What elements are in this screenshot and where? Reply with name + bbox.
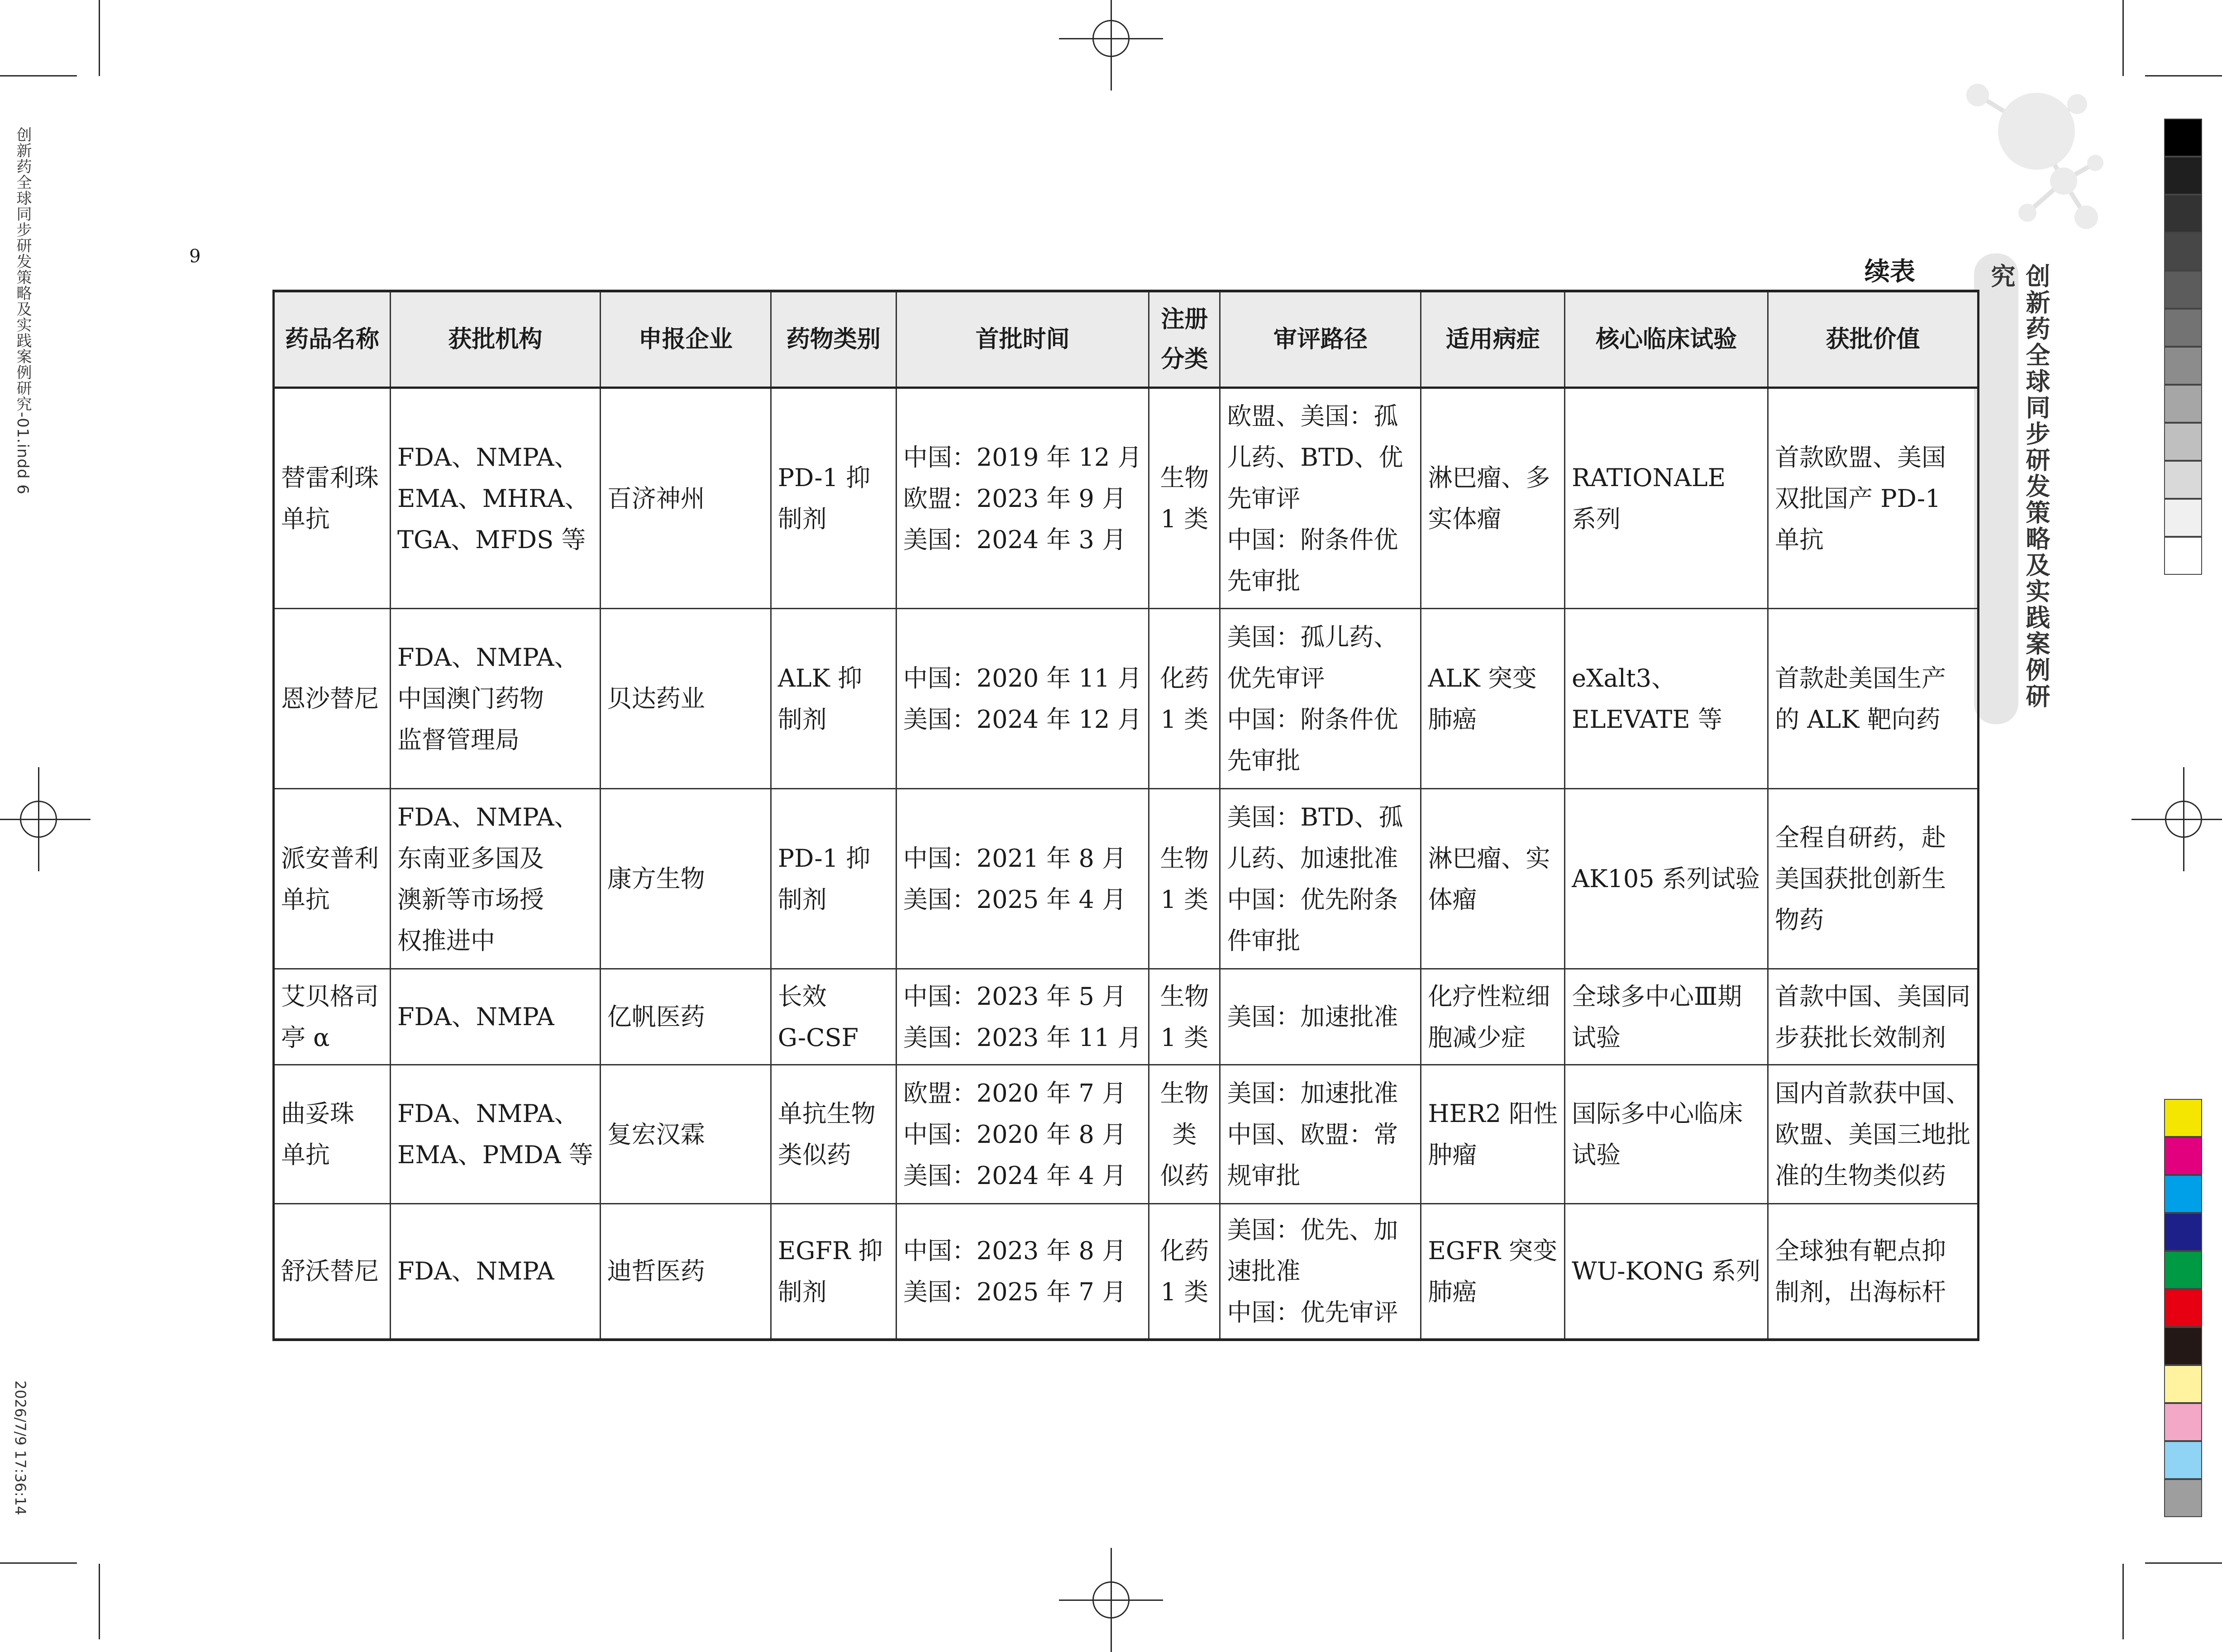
cell-category <box>771 969 896 1065</box>
registration-mark-top <box>1086 14 1136 63</box>
cell-line: 康方生物 <box>607 864 705 893</box>
cell-line: HER2 阳性 <box>1428 1099 1558 1128</box>
crop-mark-tr-h <box>2145 75 2222 76</box>
drug-approval-table <box>272 290 1979 1341</box>
cell-trial <box>1565 388 1768 609</box>
cell-indication <box>1421 789 1565 969</box>
cell-line: 物药 <box>1775 906 1824 934</box>
cell-line: 曲妥珠 <box>281 1099 354 1128</box>
cell-line: FDA、NMPA <box>397 1003 554 1031</box>
gray-swatch-8 <box>2164 423 2202 461</box>
cell-pathway <box>1220 1204 1421 1340</box>
cell-line: 亿帆医药 <box>607 1003 705 1031</box>
header-pathway: 审评路径 <box>1220 291 1421 388</box>
cell-line: 单抗 <box>281 1141 330 1169</box>
table-row <box>274 1204 1979 1340</box>
cell-pathway <box>1220 609 1421 789</box>
cell-value <box>1768 1065 1979 1204</box>
cell-line: 中国：2021 年 8 月 <box>903 844 1127 873</box>
cell-line: 件审批 <box>1227 926 1301 955</box>
cell-category <box>771 1065 896 1204</box>
color-swatch-black <box>2164 1327 2202 1365</box>
cell-indication <box>1421 1065 1565 1204</box>
cell-trial <box>1565 1065 1768 1204</box>
cell-line: 美国：2024 年 4 月 <box>903 1161 1127 1190</box>
cell-line: 生物 <box>1160 982 1209 1011</box>
cell-line: 中国：2023 年 8 月 <box>903 1236 1127 1265</box>
crop-mark-tr-v <box>2122 0 2124 76</box>
cell-agencies <box>391 388 601 609</box>
cell-trial <box>1565 789 1768 969</box>
cell-line: 试验 <box>1572 1023 1621 1052</box>
cell-category <box>771 789 896 969</box>
cell-line: 全球多中心Ⅲ期 <box>1572 982 1742 1011</box>
crop-mark-bl-v <box>99 1564 100 1639</box>
cell-line: ALK 抑 <box>777 664 863 692</box>
cell-line: WU-KONG 系列 <box>1572 1257 1761 1286</box>
gray-swatch-6 <box>2164 347 2202 385</box>
cell-line: 美国获批创新生 <box>1775 864 1946 893</box>
cell-line: 单抗 <box>281 505 330 533</box>
cell-line: 派安普利 <box>281 844 379 873</box>
cell-line: 中国澳门药物 <box>397 684 544 713</box>
cell-line: 迪哲医药 <box>607 1257 705 1286</box>
crop-mark-bl-h <box>0 1562 77 1564</box>
table-row <box>274 609 1979 789</box>
cell-name <box>274 1065 391 1204</box>
header-value: 获批价值 <box>1768 291 1979 388</box>
cell-line: 肺癌 <box>1428 1277 1477 1306</box>
cell-indication <box>1421 1204 1565 1340</box>
cell-reg-class <box>1149 1204 1220 1340</box>
cell-line: FDA、NMPA、 <box>397 443 579 472</box>
gray-swatch-3 <box>2164 233 2202 271</box>
cell-line: 肺癌 <box>1428 705 1477 734</box>
cell-line: EGFR 抑 <box>777 1236 883 1265</box>
header-reg-class: 注册 分类 <box>1149 291 1220 388</box>
cell-line: 中国：2020 年 11 月 <box>903 664 1142 692</box>
cell-name <box>274 609 391 789</box>
cell-line: 的 ALK 靶向药 <box>1775 705 1941 734</box>
gray-swatch-7 <box>2164 385 2202 423</box>
gray-swatch-1 <box>2164 157 2202 195</box>
cell-line: 权推进中 <box>397 926 495 955</box>
running-head-text: 创新药全球同步研发策略及实践案例研究 <box>1987 263 2050 710</box>
cell-reg-class <box>1149 1065 1220 1204</box>
cell-reg-class <box>1149 388 1220 609</box>
color-swatch-yellow <box>2164 1099 2202 1137</box>
registration-mark-right <box>2159 794 2208 844</box>
cell-line: 肿瘤 <box>1428 1141 1477 1169</box>
cell-category <box>771 1204 896 1340</box>
color-swatch-cyan <box>2164 1175 2202 1213</box>
cell-category <box>771 388 896 609</box>
cell-line: 美国：优先、加 <box>1227 1216 1398 1245</box>
cell-line: 美国：2025 年 7 月 <box>903 1277 1127 1306</box>
cell-company <box>600 789 771 969</box>
cell-reg-class <box>1149 609 1220 789</box>
cell-line: TGA、MFDS 等 <box>397 525 586 554</box>
color-swatch-gray <box>2164 1479 2202 1517</box>
cell-line: 美国：孤儿药、 <box>1227 622 1398 651</box>
cell-pathway <box>1220 789 1421 969</box>
cell-company <box>600 609 771 789</box>
cell-line: 类 <box>1172 1120 1197 1149</box>
color-swatch-light-cyan <box>2164 1441 2202 1479</box>
cell-name <box>274 388 391 609</box>
cell-line: 欧盟、美国三地批 <box>1775 1120 1971 1149</box>
cell-line: 化疗性粒细 <box>1428 982 1550 1011</box>
table-row <box>274 1065 1979 1204</box>
cell-line: ELEVATE 等 <box>1572 705 1722 734</box>
cell-line: 步获批长效制剂 <box>1775 1023 1946 1052</box>
cell-line: 实体瘤 <box>1428 505 1502 533</box>
cell-line: 中国：附条件优 <box>1227 705 1398 734</box>
gray-swatch-4 <box>2164 271 2202 309</box>
cell-line: 贝达药业 <box>607 684 705 713</box>
cell-line: FDA、NMPA <box>397 1257 554 1286</box>
cell-line: 复宏汉霖 <box>607 1120 705 1149</box>
cell-line: 类似药 <box>777 1141 851 1169</box>
cell-line: 制剂 <box>777 705 827 734</box>
cell-line: 化药 <box>1160 1236 1209 1265</box>
cell-line: 东南亚多国及 <box>397 844 544 873</box>
cell-line: 欧盟：2023 年 9 月 <box>903 484 1127 513</box>
color-swatch-light-yellow <box>2164 1365 2202 1403</box>
cell-value <box>1768 609 1979 789</box>
cell-line: 先审批 <box>1227 746 1301 775</box>
table-row <box>274 789 1979 969</box>
header-trial: 核心临床试验 <box>1565 291 1768 388</box>
cell-line: ALK 突变 <box>1428 664 1537 692</box>
cell-line: 百济神州 <box>607 484 705 513</box>
cell-line: 儿药、加速批准 <box>1227 844 1398 873</box>
table-row <box>274 969 1979 1065</box>
cell-line: 美国：2023 年 11 月 <box>903 1023 1142 1052</box>
cell-first-approval <box>896 388 1149 609</box>
cell-first-approval <box>896 789 1149 969</box>
cell-line: AK105 系列试验 <box>1572 864 1760 893</box>
cell-line: 系列 <box>1572 505 1621 533</box>
cell-line: 中国：2023 年 5 月 <box>903 982 1127 1011</box>
cell-reg-class <box>1149 969 1220 1065</box>
cell-line: 亭 α <box>281 1023 330 1052</box>
cell-line: 美国：2024 年 12 月 <box>903 705 1142 734</box>
cell-agencies <box>391 1204 601 1340</box>
registration-mark-bottom <box>1086 1575 1136 1625</box>
cell-line: 似药 <box>1160 1161 1209 1190</box>
cell-line: 准的生物类似药 <box>1775 1161 1946 1190</box>
table-caption: 续表 <box>1864 257 1915 286</box>
cell-line: 制剂 <box>777 1277 827 1306</box>
cell-company <box>600 1065 771 1204</box>
cell-agencies <box>391 969 601 1065</box>
cell-line: FDA、NMPA、 <box>397 643 579 672</box>
cell-line: 监督管理局 <box>397 726 520 754</box>
cell-line: 欧盟：2020 年 7 月 <box>903 1079 1127 1108</box>
crop-mark-br-h <box>2145 1562 2222 1564</box>
cell-line: 中国：优先审评 <box>1227 1298 1398 1327</box>
cell-line: 舒沃替尼 <box>281 1257 379 1286</box>
cell-line: FDA、NMPA、 <box>397 802 579 831</box>
cell-line: eXalt3、 <box>1572 664 1676 692</box>
cell-line: RATIONALE <box>1572 463 1726 492</box>
cell-value <box>1768 789 1979 969</box>
cell-line: 双批国产 PD-1 <box>1775 484 1941 513</box>
cell-line: 1 类 <box>1160 1277 1209 1306</box>
cell-name <box>274 1204 391 1340</box>
table-header-row <box>274 291 1979 388</box>
gray-swatch-0 <box>2164 119 2202 157</box>
cell-agencies <box>391 609 601 789</box>
cell-line: 优先审评 <box>1227 664 1325 692</box>
cell-line: 中国：2020 年 8 月 <box>903 1120 1127 1149</box>
header-agencies: 获批机构 <box>391 291 601 388</box>
cell-pathway <box>1220 1065 1421 1204</box>
cell-line: 国内首款获中国、 <box>1775 1079 1971 1108</box>
cell-line: 澳新等市场授 <box>397 885 544 914</box>
cell-line: 生物 <box>1160 844 1209 873</box>
cell-line: PD-1 抑 <box>777 463 871 492</box>
cell-line: FDA、NMPA、 <box>397 1099 579 1128</box>
cell-line: 中国：附条件优 <box>1227 525 1398 554</box>
cell-indication <box>1421 969 1565 1065</box>
cell-line: 制剂 <box>777 505 827 533</box>
cell-line: 儿药、BTD、优 <box>1227 443 1403 472</box>
cell-line: 中国、欧盟：常 <box>1227 1120 1398 1149</box>
cell-line: 首款中国、美国同 <box>1775 982 1971 1011</box>
cell-indication <box>1421 388 1565 609</box>
cell-line: PD-1 抑 <box>777 844 871 873</box>
cell-agencies <box>391 789 601 969</box>
cell-line: 中国：优先附条 <box>1227 885 1398 914</box>
cell-pathway <box>1220 388 1421 609</box>
gray-swatch-10 <box>2164 499 2202 537</box>
cell-line: 胞减少症 <box>1428 1023 1526 1052</box>
cell-first-approval <box>896 969 1149 1065</box>
cell-line: 生物 <box>1160 463 1209 492</box>
cell-line: 美国：加速批准 <box>1227 1003 1398 1031</box>
header-name: 药品名称 <box>274 291 391 388</box>
cell-value <box>1768 388 1979 609</box>
cell-line: 美国：2024 年 3 月 <box>903 525 1127 554</box>
cell-value <box>1768 1204 1979 1340</box>
cell-line: 生物 <box>1160 1079 1209 1108</box>
cell-first-approval <box>896 1204 1149 1340</box>
cell-line: 1 类 <box>1160 505 1209 533</box>
table-row <box>274 388 1979 609</box>
cell-line: 长效 <box>777 982 827 1011</box>
cell-line: 美国：BTD、孤 <box>1227 802 1403 831</box>
cell-line: 先审批 <box>1227 566 1301 595</box>
cell-line: 淋巴瘤、实 <box>1428 844 1550 873</box>
cell-line: EMA、MHRA、 <box>397 484 589 513</box>
cell-line: 化药 <box>1160 664 1209 692</box>
crop-mark-tl-v <box>99 0 100 76</box>
registration-mark-left <box>14 794 63 844</box>
header-category: 药物类别 <box>771 291 896 388</box>
cell-line: 1 类 <box>1160 885 1209 914</box>
cell-line: G-CSF <box>777 1023 858 1052</box>
cell-line: 欧盟、美国：孤 <box>1227 401 1398 430</box>
running-head-tab <box>1974 253 2050 724</box>
crop-mark-tl-h <box>0 75 77 76</box>
cell-line: 全球独有靶点抑 <box>1775 1236 1946 1265</box>
cell-line: EMA、PMDA 等 <box>397 1141 593 1169</box>
cell-first-approval <box>896 609 1149 789</box>
header-company: 申报企业 <box>600 291 771 388</box>
cell-indication <box>1421 609 1565 789</box>
cell-line: 中国：2019 年 12 月 <box>903 443 1142 472</box>
cell-name <box>274 969 391 1065</box>
cell-line: 淋巴瘤、多 <box>1428 463 1550 492</box>
cell-company <box>600 969 771 1065</box>
cell-line: 试验 <box>1572 1141 1621 1169</box>
cell-company <box>600 1204 771 1340</box>
cell-line: 1 类 <box>1160 1023 1209 1052</box>
gray-swatch-2 <box>2164 195 2202 233</box>
cell-line: 速批准 <box>1227 1257 1301 1286</box>
cell-line: 全程自研药，赴 <box>1775 823 1946 852</box>
crop-mark-br-v <box>2122 1564 2124 1639</box>
cell-line: 美国：2025 年 4 月 <box>903 885 1127 914</box>
cell-category <box>771 609 896 789</box>
color-swatch-magenta <box>2164 1137 2202 1175</box>
cell-line: 体瘤 <box>1428 885 1477 914</box>
cell-line: 恩沙替尼 <box>281 684 379 713</box>
cell-line: 单抗 <box>1775 525 1824 554</box>
cell-line: 单抗 <box>281 885 330 914</box>
header-indication: 适用病症 <box>1421 291 1565 388</box>
cell-line: 1 类 <box>1160 705 1209 734</box>
gray-swatch-5 <box>2164 309 2202 347</box>
cell-line: 美国：加速批准 <box>1227 1079 1398 1108</box>
color-swatch-blue <box>2164 1213 2202 1251</box>
cell-first-approval <box>896 1065 1149 1204</box>
cell-line: 制剂，出海标杆 <box>1775 1277 1946 1306</box>
color-swatch-pink <box>2164 1403 2202 1441</box>
header-first-approval: 首批时间 <box>896 291 1149 388</box>
cell-company <box>600 388 771 609</box>
page-number: 6 <box>189 244 201 265</box>
color-swatch-red <box>2164 1289 2202 1327</box>
gray-swatch-11 <box>2164 537 2202 575</box>
cell-line: 首款欧盟、美国 <box>1775 443 1946 472</box>
cell-line: 国际多中心临床 <box>1572 1099 1743 1128</box>
cell-line: 艾贝格司 <box>281 982 379 1011</box>
cell-trial <box>1565 1204 1768 1340</box>
cell-value <box>1768 969 1979 1065</box>
slug-file-name: 创新药全球同步研发策略及实践案例研究-01.indd 6 <box>14 127 32 495</box>
color-swatch-green <box>2164 1251 2202 1289</box>
molecule-decoration-icon <box>1960 68 2109 244</box>
cell-line: 替雷利珠 <box>281 463 379 492</box>
cell-line: EGFR 突变 <box>1428 1236 1558 1265</box>
cell-pathway <box>1220 969 1421 1065</box>
cell-line: 制剂 <box>777 885 827 914</box>
cell-line: 单抗生物 <box>777 1099 876 1128</box>
cell-agencies <box>391 1065 601 1204</box>
cell-line: 首款赴美国生产 <box>1775 664 1946 692</box>
cell-trial <box>1565 969 1768 1065</box>
slug-date: 2026/7/9 17:36:14 <box>12 1380 29 1515</box>
cell-reg-class <box>1149 789 1220 969</box>
cell-line: 规审批 <box>1227 1161 1301 1190</box>
cell-name <box>274 789 391 969</box>
gray-swatch-9 <box>2164 461 2202 499</box>
cell-line: 先审评 <box>1227 484 1301 513</box>
cell-trial <box>1565 609 1768 789</box>
